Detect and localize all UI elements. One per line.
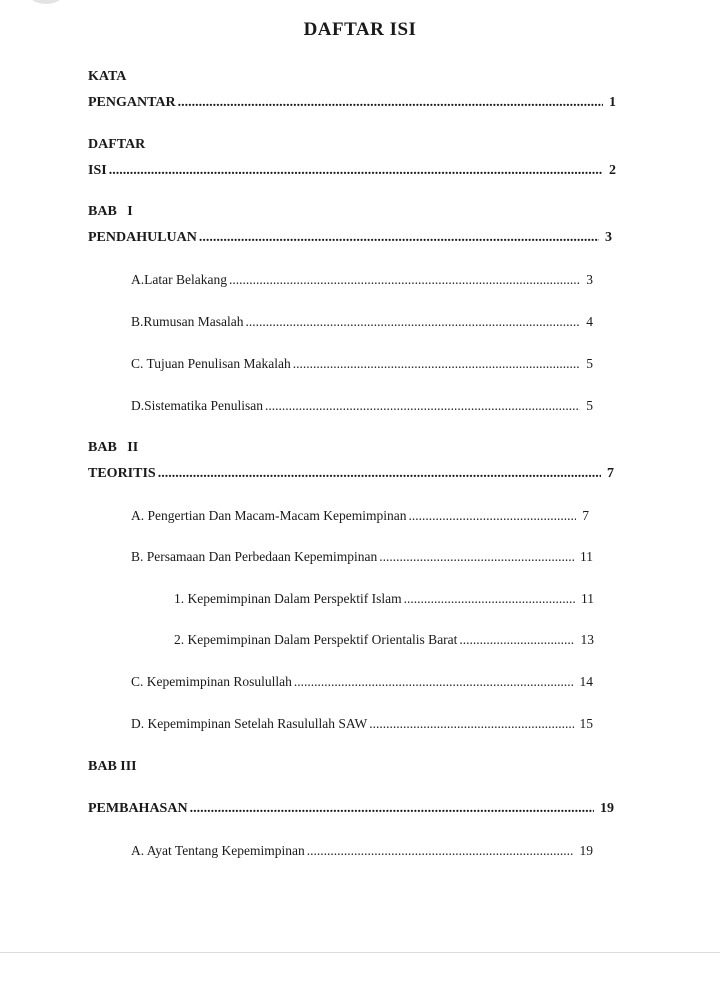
corner-shadow-shape	[22, 0, 70, 4]
toc-page-number: 11	[580, 549, 593, 564]
toc-entry-label: D. Kepemimpinan Setelah Rasulullah SAW	[131, 716, 368, 731]
toc-entry-perspektif-orientalis[interactable]	[174, 632, 594, 648]
leader-dots	[369, 716, 573, 732]
toc-page-number: 3	[586, 272, 593, 287]
toc-entry-label: TEORITIS	[88, 466, 156, 481]
toc-entry-label: PENDAHULUAN	[88, 230, 197, 245]
toc-entry-label: PENGANTAR	[88, 95, 176, 110]
toc-entry-rumusan-masalah[interactable]	[131, 314, 593, 330]
toc-kata-pengantar-line1: KATA	[88, 69, 127, 84]
leader-dots	[307, 843, 574, 859]
leader-dots	[379, 549, 574, 565]
toc-entry-label: C. Kepemimpinan Rosulullah	[131, 674, 292, 689]
toc-bab1-line1: BAB I	[88, 204, 133, 219]
toc-entry-label: 2. Kepemimpinan Dalam Perspektif Orientalis Barat	[174, 632, 458, 647]
leader-dots	[459, 632, 574, 648]
toc-entry-pengertian[interactable]	[131, 508, 589, 524]
leader-dots	[404, 591, 575, 607]
toc-page-number: 19	[600, 801, 614, 816]
page-title: DAFTAR ISI	[303, 19, 417, 40]
leader-dots	[109, 163, 603, 179]
toc-entry-label: A.Latar Belakang	[131, 272, 227, 287]
toc-entry-label: B. Persamaan Dan Perbedaan Kepemimpinan	[131, 549, 378, 564]
toc-page-number: 7	[607, 466, 614, 481]
toc-page-number: 11	[581, 591, 594, 606]
toc-page-number: 7	[582, 508, 589, 523]
toc-entry-bab3[interactable]	[88, 801, 614, 817]
toc-page-number: 15	[579, 716, 593, 731]
toc-entry-label: PEMBAHASAN	[88, 801, 188, 816]
toc-page-number: 2	[609, 163, 616, 178]
leader-dots	[229, 272, 580, 288]
toc-page-number: 5	[586, 398, 593, 413]
toc-entry-perspektif-islam[interactable]	[174, 591, 594, 607]
toc-entry-label: ISI	[88, 163, 107, 178]
toc-page-number: 13	[580, 632, 594, 647]
leader-dots	[178, 95, 603, 111]
toc-entry-daftar-isi[interactable]	[88, 163, 616, 179]
toc-entry-persamaan-perbedaan[interactable]	[131, 549, 593, 565]
toc-entry-kata-pengantar[interactable]	[88, 95, 616, 111]
toc-entry-bab2[interactable]	[88, 466, 614, 482]
toc-entry-label: C. Tujuan Penulisan Makalah	[131, 356, 291, 371]
toc-entry-label: A. Ayat Tentang Kepemimpinan	[131, 843, 305, 858]
leader-dots	[409, 508, 577, 524]
toc-entry-kepemimpinan-rosulullah[interactable]	[131, 674, 593, 690]
leader-dots	[158, 466, 601, 482]
toc-entry-tujuan-penulisan[interactable]	[131, 356, 593, 372]
toc-page-number: 19	[579, 843, 593, 858]
toc-page-number: 1	[609, 95, 616, 110]
toc-entry-bab1[interactable]	[88, 230, 612, 246]
leader-dots	[294, 674, 574, 690]
toc-page-number: 3	[605, 230, 612, 245]
toc-entry-label: 1. Kepemimpinan Dalam Perspektif Islam	[174, 591, 402, 606]
leader-dots	[293, 356, 580, 372]
toc-entry-label: A. Pengertian Dan Macam-Macam Kepemimpinan	[131, 508, 407, 523]
page-bottom-divider	[0, 952, 720, 953]
toc-daftar-isi-line1: DAFTAR	[88, 137, 146, 152]
toc-page-number: 4	[586, 314, 593, 329]
toc-entry-setelah-rasulullah[interactable]	[131, 716, 593, 732]
toc-page-number: 5	[586, 356, 593, 371]
toc-entry-latar-belakang[interactable]	[131, 272, 593, 288]
toc-page-number: 14	[579, 674, 593, 689]
toc-entry-label: B.Rumusan Masalah	[131, 314, 244, 329]
leader-dots	[265, 398, 580, 414]
toc-bab3-line1: BAB III	[88, 759, 137, 774]
toc-entry-ayat-kepemimpinan[interactable]	[131, 843, 593, 859]
toc-bab2-line1: BAB II	[88, 440, 139, 455]
toc-entry-sistematika-penulisan[interactable]	[131, 398, 593, 414]
toc-entry-label: D.Sistematika Penulisan	[131, 398, 263, 413]
leader-dots	[199, 230, 599, 246]
leader-dots	[246, 314, 581, 330]
leader-dots	[190, 801, 594, 817]
